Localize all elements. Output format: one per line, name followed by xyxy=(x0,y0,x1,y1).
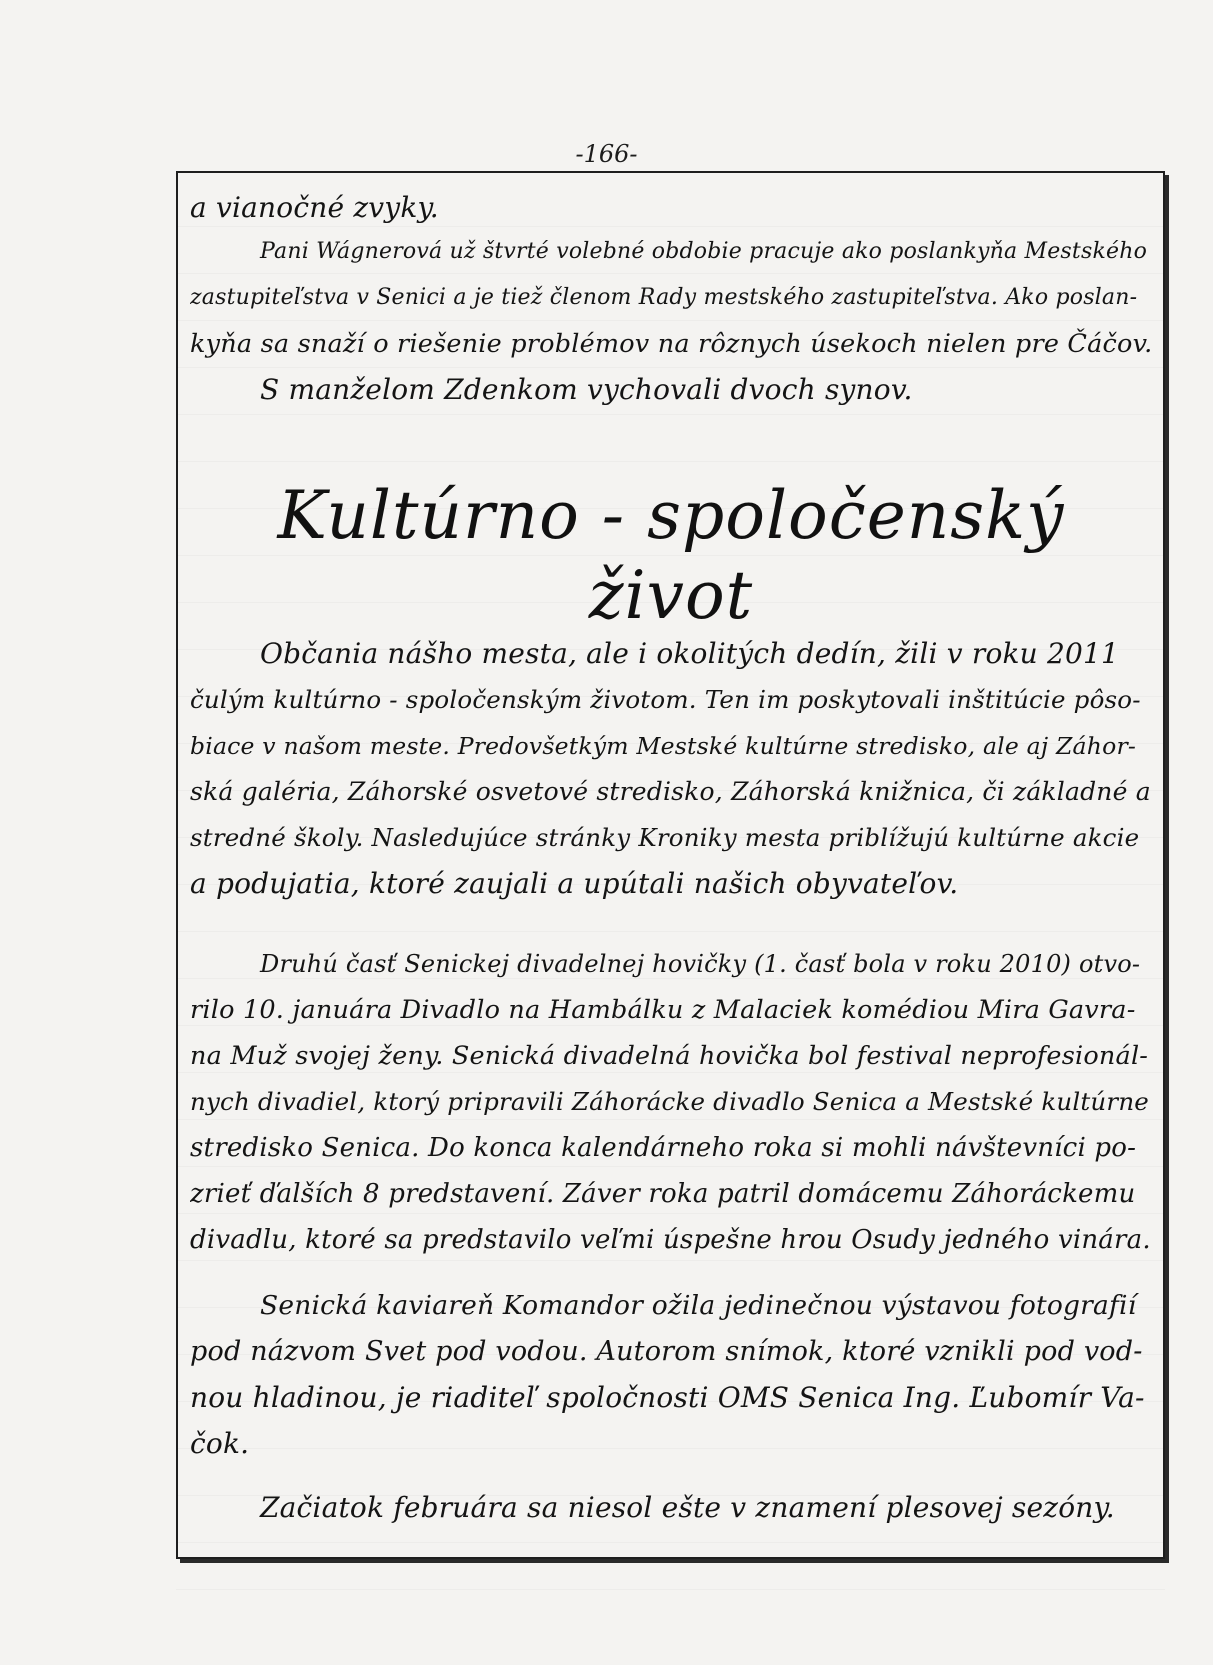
text-line: a vianočné zvyky. xyxy=(190,191,439,224)
text-line: nych divadiel, ktorý pripravili Záhorácke divadlo Senica a Mestské kultúrne xyxy=(190,1087,1150,1116)
text-line: zastupiteľstva v Senici a je tiež členom Rady mestského zastupiteľstva. Ako poslan- xyxy=(190,285,1138,310)
section-heading: Kultúrno - spoločenský život xyxy=(277,477,1065,634)
text-line: na Muž svojej ženy. Senická divadelná hovička bol festival neprofesionál- xyxy=(190,1041,1149,1071)
text-line: Občania nášho mesta, ale i okolitých dedín, žili v roku 2011 xyxy=(260,637,1120,670)
text-line: biace v našom meste. Predovšetkým Mestské kultúrne stredisko, ale aj Záhor- xyxy=(190,732,1137,760)
text-line: pod názvom Svet pod vodou. Autorom snímok, ktoré vznikli pod vod- xyxy=(190,1336,1143,1367)
text-line: S manželom Zdenkom vychovali dvoch synov. xyxy=(260,373,913,406)
text-line: ská galéria, Záhorské osvetové stredisko, Záhorská knižnica, či základné a xyxy=(190,777,1151,806)
text-line: Druhú časť Senickej divadelnej hovičky (1. časť bola v roku 2010) otvo- xyxy=(260,950,1141,978)
page-number: -166- xyxy=(575,140,638,168)
text-line: čok. xyxy=(190,1427,250,1460)
text-line: divadlu, ktoré sa predstavilo veľmi úspešne hrou Osudy jedného vinára. xyxy=(190,1225,1151,1255)
text-line: Začiatok februára sa niesol ešte v znamení plesovej sezóny. xyxy=(260,1491,1115,1524)
text-line: Senická kaviareň Komandor ožila jedinečnou výstavou fotografií xyxy=(260,1290,1137,1321)
text-line: rilo 10. januára Divadlo na Hambálku z Malaciek komédiou Mira Gavra- xyxy=(190,995,1136,1025)
text-line: kyňa sa snaží o riešenie problémov na rôznych úsekoch nielen pre Čáčov. xyxy=(190,329,1152,359)
text-line: zrieť ďalších 8 predstavení. Záver roka patril domácemu Záhoráckemu xyxy=(190,1179,1136,1209)
text-line: stredné školy. Nasledujúce stránky Kroniky mesta priblížujú kultúrne akcie xyxy=(190,823,1140,852)
text-line: stredisko Senica. Do konca kalendárneho roka si mohli návštevníci po- xyxy=(190,1133,1137,1163)
chronicle-text xyxy=(190,186,1152,1546)
text-line: nou hladinou, je riaditeľ spoločnosti OMS Senica Ing. Ľubomír Va- xyxy=(190,1381,1145,1414)
text-line: a podujatia, ktoré zaujali a upútali našich obyvateľov. xyxy=(190,867,959,900)
text-line: Pani Wágnerová už štvrté volebné obdobie pracuje ako poslankyňa Mestského xyxy=(260,239,1148,264)
text-line: čulým kultúrno - spoločenským životom. Ten im poskytovali inštitúcie pôso- xyxy=(190,685,1141,714)
